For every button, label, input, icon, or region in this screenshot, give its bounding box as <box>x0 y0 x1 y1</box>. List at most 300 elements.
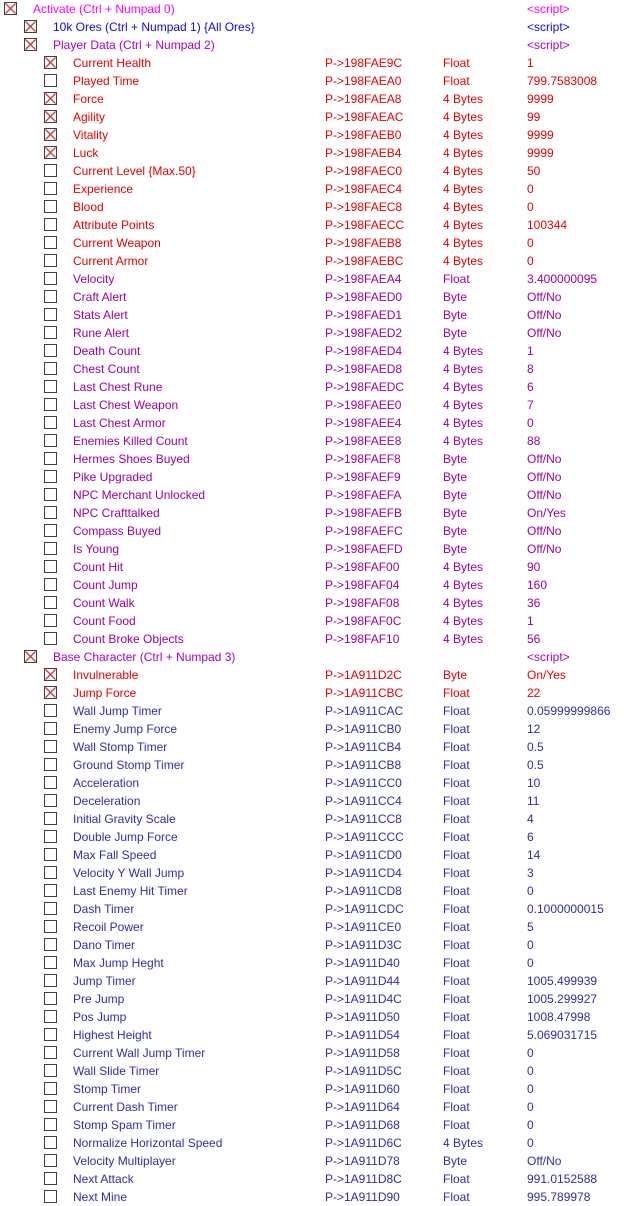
record-type: Float <box>443 1118 470 1132</box>
checkbox-unchecked[interactable] <box>44 560 57 573</box>
table-row[interactable] <box>0 522 632 540</box>
record-address: P->1A911D8C <box>325 1172 402 1186</box>
table-row[interactable] <box>0 972 632 990</box>
record-description: Highest Height <box>73 1028 152 1042</box>
record-value: Off/No <box>527 308 562 322</box>
table-row[interactable] <box>0 864 632 882</box>
record-type: Byte <box>443 506 468 520</box>
record-value: 1 <box>527 614 534 628</box>
record-address: P->1A911D40 <box>325 956 400 970</box>
checkbox-checked[interactable] <box>44 686 57 699</box>
record-description: Count Broke Objects <box>73 632 184 646</box>
record-address: P->198FAF10 <box>325 632 400 646</box>
record-type: Float <box>443 902 470 916</box>
record-type: 4 Bytes <box>443 434 484 448</box>
table-row[interactable] <box>0 846 632 864</box>
checkbox-unchecked[interactable] <box>44 596 57 609</box>
table-row[interactable] <box>0 432 632 450</box>
record-description: Is Young <box>73 542 120 556</box>
record-description: Played Time <box>73 74 140 88</box>
record-address: P->198FAF08 <box>325 596 400 610</box>
record-address: P->1A911D78 <box>325 1154 400 1168</box>
checkbox-unchecked[interactable] <box>44 488 57 501</box>
table-row[interactable] <box>0 954 632 972</box>
record-description: Agility <box>73 110 106 124</box>
record-description: Jump Force <box>73 686 137 700</box>
checkbox-unchecked[interactable] <box>44 344 57 357</box>
table-row[interactable] <box>0 378 632 396</box>
checkbox-unchecked[interactable] <box>44 1082 57 1095</box>
record-description: Wall Stomp Timer <box>73 740 168 754</box>
record-value: 0.05999999866 <box>527 704 611 718</box>
record-description: Enemies Killed Count <box>73 434 188 448</box>
checkbox-unchecked[interactable] <box>44 470 57 483</box>
record-type: 4 Bytes <box>443 128 484 142</box>
checkbox-unchecked[interactable] <box>44 740 57 753</box>
checkbox-checked[interactable] <box>44 128 57 141</box>
table-row[interactable] <box>0 306 632 324</box>
checkbox-unchecked[interactable] <box>44 218 57 231</box>
record-type: Float <box>443 1028 470 1042</box>
checkbox-unchecked[interactable] <box>44 1100 57 1113</box>
checkbox-unchecked[interactable] <box>44 398 57 411</box>
table-row[interactable] <box>0 144 632 162</box>
record-type: Float <box>443 938 470 952</box>
record-value: 0 <box>527 236 534 250</box>
checkbox-checked[interactable] <box>44 92 57 105</box>
record-description: Attribute Points <box>73 218 155 232</box>
record-address: P->198FAED1 <box>325 308 403 322</box>
record-address: P->1A911D60 <box>325 1082 400 1096</box>
record-description: Dash Timer <box>73 902 135 916</box>
table-row[interactable] <box>0 72 632 90</box>
checkbox-unchecked[interactable] <box>44 272 57 285</box>
table-row[interactable] <box>0 792 632 810</box>
record-description: Dano Timer <box>73 938 136 952</box>
checkbox-unchecked[interactable] <box>44 236 57 249</box>
record-address: P->198FAED2 <box>325 326 403 340</box>
table-row[interactable] <box>0 126 632 144</box>
record-address: P->198FAEFD <box>325 542 403 556</box>
x-mark-icon <box>45 57 56 68</box>
table-row[interactable] <box>0 468 632 486</box>
checkbox-unchecked[interactable] <box>44 1172 57 1185</box>
x-mark-icon <box>25 21 36 32</box>
record-type: 4 Bytes <box>443 92 484 106</box>
table-row[interactable] <box>0 252 632 270</box>
record-value: 5.069031715 <box>527 1028 598 1042</box>
record-value: 0.5 <box>527 740 544 754</box>
record-address: P->1A911D58 <box>325 1046 400 1060</box>
table-row[interactable] <box>0 702 632 720</box>
record-type: 4 Bytes <box>443 632 484 646</box>
record-value: 0 <box>527 200 534 214</box>
table-row[interactable] <box>0 576 632 594</box>
record-address: P->198FAED8 <box>325 362 403 376</box>
record-description: Death Count <box>73 344 141 358</box>
table-row[interactable] <box>0 1062 632 1080</box>
table-row[interactable] <box>0 558 632 576</box>
record-address: P->1A911D68 <box>325 1118 400 1132</box>
record-address: P->198FAEDC <box>325 380 405 394</box>
record-value: <script> <box>527 650 570 664</box>
record-description: Rune Alert <box>73 326 130 340</box>
record-description: Current Level {Max.50} <box>73 164 196 178</box>
record-value: 8 <box>527 362 534 376</box>
table-row[interactable] <box>0 612 632 630</box>
checkbox-unchecked[interactable] <box>44 884 57 897</box>
checkbox-unchecked[interactable] <box>44 812 57 825</box>
record-description: Ground Stomp Timer <box>73 758 185 772</box>
record-address: P->198FAEBC <box>325 254 404 268</box>
checkbox-unchecked[interactable] <box>44 308 57 321</box>
table-row[interactable] <box>0 1116 632 1134</box>
record-description: Current Weapon <box>73 236 161 250</box>
record-description: Acceleration <box>73 776 140 790</box>
record-description: Last Chest Armor <box>73 416 166 430</box>
record-type: Byte <box>443 290 468 304</box>
checkbox-checked[interactable] <box>44 146 57 159</box>
record-type: Byte <box>443 1154 468 1168</box>
record-value: 11 <box>527 794 540 808</box>
record-description: Next Mine <box>73 1190 128 1204</box>
checkbox-checked[interactable] <box>24 38 37 51</box>
checkbox-unchecked[interactable] <box>44 1046 57 1059</box>
checkbox-unchecked[interactable] <box>44 902 57 915</box>
record-address: P->198FAEFB <box>325 506 403 520</box>
record-type: 4 Bytes <box>443 362 484 376</box>
record-value: Off/No <box>527 452 562 466</box>
record-address: P->1A911CB8 <box>325 758 402 772</box>
record-description: Recoil Power <box>73 920 144 934</box>
checkbox-checked[interactable] <box>44 56 57 69</box>
checkbox-unchecked[interactable] <box>44 848 57 861</box>
record-description: Wall Slide Timer <box>73 1064 160 1078</box>
record-type: 4 Bytes <box>443 146 484 160</box>
checkbox-unchecked[interactable] <box>44 956 57 969</box>
record-description: 10k Ores (Ctrl + Numpad 1) {All Ores} <box>53 20 255 34</box>
record-description: Last Enemy Hit Timer <box>73 884 188 898</box>
table-row[interactable] <box>0 828 632 846</box>
record-description: Current Health <box>73 56 152 70</box>
record-type: Byte <box>443 542 468 556</box>
table-row[interactable] <box>0 756 632 774</box>
checkbox-unchecked[interactable] <box>44 182 57 195</box>
record-value: 5 <box>527 920 534 934</box>
table-row[interactable] <box>0 180 632 198</box>
record-address: P->1A911CC0 <box>325 776 402 790</box>
record-address: P->1A911D5C <box>325 1064 402 1078</box>
record-value: <script> <box>527 20 570 34</box>
checkbox-unchecked[interactable] <box>44 938 57 951</box>
checkbox-unchecked[interactable] <box>44 578 57 591</box>
table-row[interactable] <box>0 1134 632 1152</box>
record-address: P->198FAEE8 <box>325 434 402 448</box>
record-value: 9999 <box>527 128 554 142</box>
table-row[interactable] <box>0 990 632 1008</box>
table-row[interactable] <box>0 684 632 702</box>
record-description: Stats Alert <box>73 308 128 322</box>
record-address: P->1A911CCC <box>325 830 404 844</box>
record-type: Float <box>443 794 470 808</box>
record-value: Off/No <box>527 1154 562 1168</box>
record-type: Float <box>443 812 470 826</box>
record-value: Off/No <box>527 290 562 304</box>
x-mark-icon <box>25 651 36 662</box>
table-row[interactable] <box>0 666 632 684</box>
record-value: 0 <box>527 1082 534 1096</box>
table-row[interactable] <box>0 810 632 828</box>
checkbox-unchecked[interactable] <box>44 758 57 771</box>
checkbox-unchecked[interactable] <box>44 542 57 555</box>
table-row[interactable] <box>0 594 632 612</box>
table-row[interactable] <box>0 414 632 432</box>
checkbox-unchecked[interactable] <box>44 920 57 933</box>
record-description: Max Jump Heght <box>73 956 164 970</box>
table-row[interactable] <box>0 1026 632 1044</box>
checkbox-checked[interactable] <box>24 20 37 33</box>
checkbox-unchecked[interactable] <box>44 704 57 717</box>
record-value: 50 <box>527 164 541 178</box>
checkbox-unchecked[interactable] <box>44 326 57 339</box>
table-row[interactable] <box>0 648 632 666</box>
record-type: Float <box>443 272 470 286</box>
record-value: <script> <box>527 38 570 52</box>
record-type: 4 Bytes <box>443 380 484 394</box>
checkbox-unchecked[interactable] <box>44 1154 57 1167</box>
record-value: 10 <box>527 776 541 790</box>
table-row[interactable] <box>0 90 632 108</box>
record-value: 56 <box>527 632 541 646</box>
x-mark-icon <box>25 39 36 50</box>
checkbox-unchecked[interactable] <box>44 452 57 465</box>
checkbox-unchecked[interactable] <box>44 524 57 537</box>
record-address: P->198FAE9C <box>325 56 403 70</box>
checkbox-unchecked[interactable] <box>44 992 57 1005</box>
table-row[interactable] <box>0 1188 632 1206</box>
record-address: P->1A911CC4 <box>325 794 402 808</box>
x-mark-icon <box>45 111 56 122</box>
record-value: 0 <box>527 416 534 430</box>
table-row[interactable] <box>0 216 632 234</box>
table-row[interactable] <box>0 18 632 36</box>
table-row[interactable] <box>0 720 632 738</box>
record-description: Max Fall Speed <box>73 848 157 862</box>
table-row[interactable] <box>0 738 632 756</box>
record-value: 1005.499939 <box>527 974 598 988</box>
checkbox-unchecked[interactable] <box>44 722 57 735</box>
table-row[interactable] <box>0 1044 632 1062</box>
table-row[interactable] <box>0 1008 632 1026</box>
record-description: Experience <box>73 182 134 196</box>
record-value: Off/No <box>527 524 562 538</box>
record-address: P->198FAEFA <box>325 488 402 502</box>
checkbox-unchecked[interactable] <box>44 1010 57 1023</box>
record-type: 4 Bytes <box>443 416 484 430</box>
record-description: Wall Jump Timer <box>73 704 162 718</box>
record-value: 1 <box>527 344 534 358</box>
checkbox-unchecked[interactable] <box>44 506 57 519</box>
record-description: Double Jump Force <box>73 830 178 844</box>
checkbox-unchecked[interactable] <box>44 830 57 843</box>
record-type: 4 Bytes <box>443 218 484 232</box>
record-description: NPC Merchant Unlocked <box>73 488 206 502</box>
checkbox-unchecked[interactable] <box>44 1028 57 1041</box>
record-description: Velocity <box>73 272 115 286</box>
table-row[interactable] <box>0 918 632 936</box>
record-value: 0 <box>527 956 534 970</box>
table-row[interactable] <box>0 450 632 468</box>
record-address: P->198FAEAC <box>325 110 404 124</box>
record-type: Float <box>443 920 470 934</box>
table-row[interactable] <box>0 36 632 54</box>
record-type: Float <box>443 1172 470 1186</box>
table-row[interactable] <box>0 108 632 126</box>
checkbox-unchecked[interactable] <box>44 200 57 213</box>
record-type: Byte <box>443 488 468 502</box>
record-type: Byte <box>443 326 468 340</box>
record-type: Float <box>443 992 470 1006</box>
record-type: Float <box>443 1100 470 1114</box>
record-address: P->1A911CBC <box>325 686 404 700</box>
table-row[interactable] <box>0 54 632 72</box>
record-type: 4 Bytes <box>443 236 484 250</box>
record-description: NPC Crafttalked <box>73 506 160 520</box>
record-address: P->198FAEC4 <box>325 182 403 196</box>
record-value: 3.400000095 <box>527 272 598 286</box>
record-value: <script> <box>527 2 570 16</box>
record-address: P->1A911D6C <box>325 1136 402 1150</box>
checkbox-unchecked[interactable] <box>44 416 57 429</box>
record-description: Velocity Multiplayer <box>73 1154 176 1168</box>
record-address: P->1A911CB4 <box>325 740 402 754</box>
checkbox-unchecked[interactable] <box>44 254 57 267</box>
record-address: P->198FAEC8 <box>325 200 403 214</box>
checkbox-unchecked[interactable] <box>44 632 57 645</box>
record-address: P->198FAEA8 <box>325 92 402 106</box>
table-row[interactable] <box>0 0 632 18</box>
record-description: Stomp Timer <box>73 1082 142 1096</box>
table-row[interactable] <box>0 1152 632 1170</box>
record-value: 3 <box>527 866 534 880</box>
record-type: Float <box>443 1010 470 1024</box>
checkbox-checked[interactable] <box>24 650 37 663</box>
record-value: 0 <box>527 182 534 196</box>
table-row[interactable] <box>0 774 632 792</box>
record-type: 4 Bytes <box>443 110 484 124</box>
record-type: Float <box>443 56 470 70</box>
x-mark-icon <box>45 93 56 104</box>
record-value: 1005.299927 <box>527 992 598 1006</box>
checkbox-unchecked[interactable] <box>44 362 57 375</box>
record-description: Current Dash Timer <box>73 1100 178 1114</box>
record-description: Base Character (Ctrl + Numpad 3) <box>53 650 236 664</box>
record-type: Float <box>443 830 470 844</box>
table-row[interactable] <box>0 1080 632 1098</box>
record-address: P->1A911D90 <box>325 1190 400 1204</box>
checkbox-unchecked[interactable] <box>44 1064 57 1077</box>
checkbox-unchecked[interactable] <box>44 776 57 789</box>
table-row[interactable] <box>0 1098 632 1116</box>
x-mark-icon <box>45 147 56 158</box>
record-address: P->198FAF0C <box>325 614 402 628</box>
record-value: 799.7583008 <box>527 74 598 88</box>
record-description: Count Hit <box>73 560 124 574</box>
record-address: P->198FAEC0 <box>325 164 403 178</box>
table-row[interactable] <box>0 234 632 252</box>
table-row[interactable] <box>0 360 632 378</box>
record-description: Stomp Spam Timer <box>73 1118 176 1132</box>
table-row[interactable] <box>0 486 632 504</box>
record-address: P->198FAF04 <box>325 578 400 592</box>
record-value: 90 <box>527 560 541 574</box>
record-description: Current Armor <box>73 254 149 268</box>
record-type: 4 Bytes <box>443 200 484 214</box>
record-address: P->198FAEA4 <box>325 272 402 286</box>
record-value: 995.789978 <box>527 1190 591 1204</box>
table-row[interactable] <box>0 900 632 918</box>
table-row[interactable] <box>0 540 632 558</box>
checkbox-unchecked[interactable] <box>44 1118 57 1131</box>
record-type: Byte <box>443 668 468 682</box>
checkbox-unchecked[interactable] <box>44 866 57 879</box>
record-value: Off/No <box>527 470 562 484</box>
checkbox-unchecked[interactable] <box>44 1136 57 1149</box>
record-value: 0 <box>527 884 534 898</box>
record-type: Float <box>443 1190 470 1204</box>
checkbox-unchecked[interactable] <box>44 614 57 627</box>
record-type: Float <box>443 956 470 970</box>
checkbox-unchecked[interactable] <box>44 74 57 87</box>
table-row[interactable] <box>0 504 632 522</box>
record-address: P->1A911D64 <box>325 1100 400 1114</box>
checkbox-unchecked[interactable] <box>44 974 57 987</box>
checkbox-unchecked[interactable] <box>44 380 57 393</box>
checkbox-unchecked[interactable] <box>44 434 57 447</box>
table-row[interactable] <box>0 198 632 216</box>
record-description: Pike Upgraded <box>73 470 153 484</box>
checkbox-unchecked[interactable] <box>44 290 57 303</box>
record-type: 4 Bytes <box>443 182 484 196</box>
checkbox-checked[interactable] <box>44 668 57 681</box>
checkbox-checked[interactable] <box>4 2 17 15</box>
record-type: Float <box>443 704 470 718</box>
table-row[interactable] <box>0 936 632 954</box>
table-row[interactable] <box>0 396 632 414</box>
checkbox-checked[interactable] <box>44 110 57 123</box>
record-value: On/Yes <box>527 506 566 520</box>
table-row[interactable] <box>0 342 632 360</box>
checkbox-unchecked[interactable] <box>44 1190 57 1203</box>
record-type: 4 Bytes <box>443 578 484 592</box>
table-row[interactable] <box>0 270 632 288</box>
table-row[interactable] <box>0 630 632 648</box>
record-address: P->198FAECC <box>325 218 405 232</box>
record-type: 4 Bytes <box>443 1136 484 1150</box>
record-type: Float <box>443 758 470 772</box>
record-type: Float <box>443 884 470 898</box>
table-row[interactable] <box>0 882 632 900</box>
table-row[interactable] <box>0 324 632 342</box>
record-value: 9999 <box>527 92 554 106</box>
table-row[interactable] <box>0 162 632 180</box>
record-address: P->1A911CD4 <box>325 866 402 880</box>
checkbox-unchecked[interactable] <box>44 794 57 807</box>
record-type: 4 Bytes <box>443 614 484 628</box>
table-row[interactable] <box>0 288 632 306</box>
table-row[interactable] <box>0 1170 632 1188</box>
checkbox-unchecked[interactable] <box>44 164 57 177</box>
